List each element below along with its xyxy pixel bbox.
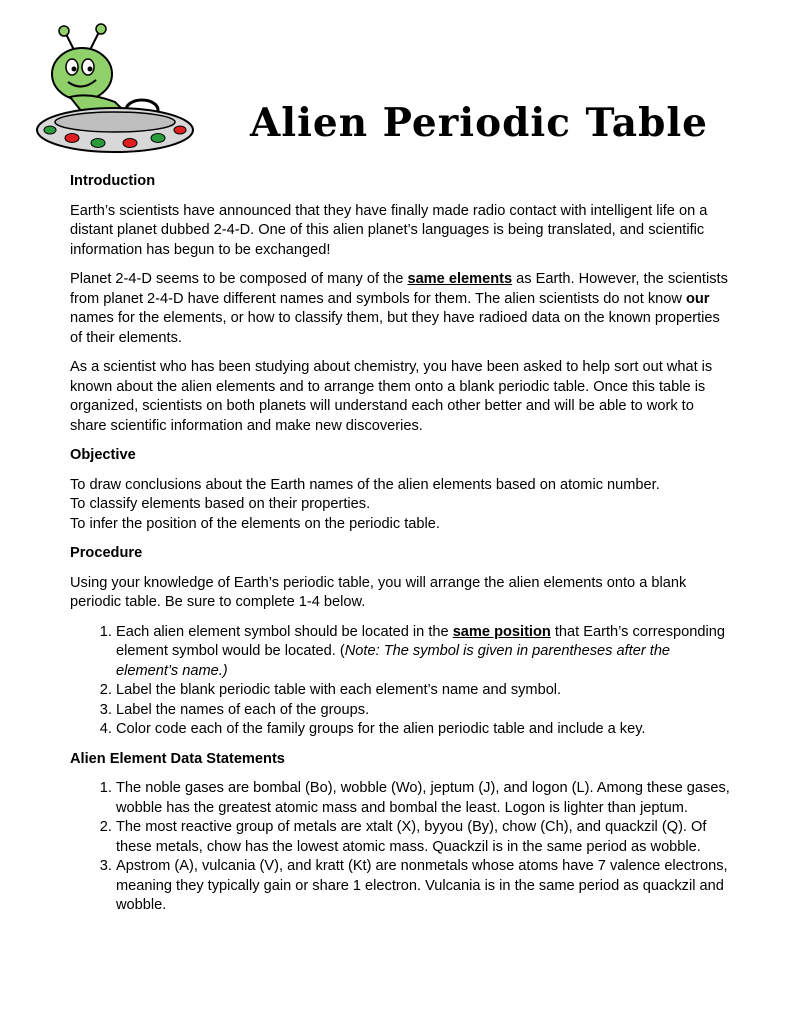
data-statement: 1. The noble gases are bombal (Bo), wobble (Wo), jeptum (J), and logon (L). Among these gases, wobble has the greatest atomic mass and bombal the least. Logon is lighter than jeptum. (116, 779, 730, 818)
intro-paragraph-3: As a scientist who has been studying about chemistry, you have been asked to help sort out what is known about the alien elements and to arrange them onto a blank periodic table. Once this table is organized, scientists on both planets will understand each other better and will be able to work to share scientific information and make new discoveries. (70, 359, 713, 434)
objective-line: To draw conclusions about the Earth names of the alien elements based on atomic number. (70, 476, 660, 493)
procedure-step: 2. Label the blank periodic table with each element’s name and symbol. (116, 681, 730, 701)
intro-paragraph-2 (70, 270, 730, 348)
data-statements-heading: Alien Element Data Statements (70, 750, 285, 767)
procedure-steps (70, 623, 730, 740)
intro-paragraph-1: Earth’s scientists have announced that they have finally made radio contact with intelligent life on a distant planet dubbed 2-4-D. One of this alien planet’s languages is being translated, and scientific information has begun to be exchanged! (70, 202, 708, 258)
objective-lines (70, 476, 730, 535)
intro-p2-emphasis: same elements (407, 271, 513, 287)
objective-heading: Objective (70, 447, 136, 463)
procedure-step: 3. Label the names of each of the groups. (116, 701, 730, 721)
page-title: Alien Periodic Table (250, 100, 708, 146)
step1-part-a: Each alien element symbol should be located in the (116, 623, 453, 640)
procedure-step: 4. Color code each of the family groups for the alien periodic table and include a key. (116, 720, 730, 740)
step1-emphasis: same position (452, 623, 551, 640)
document-body (70, 172, 730, 926)
data-statements-list (70, 779, 730, 916)
intro-p2-part-a: Planet 2-4-D seems to be composed of many of the (70, 271, 408, 287)
procedure-heading: Procedure (70, 545, 143, 561)
alien-ufo-icon (30, 22, 195, 162)
procedure-step (116, 623, 730, 682)
intro-p2-bold: our (685, 290, 710, 307)
step1-part-b: that Earth’s corresponding element symbol would be located. ( (116, 623, 725, 659)
introduction-heading: Introduction (70, 173, 156, 189)
data-statement: 3. Apstrom (A), vulcania (V), and kratt (Kt) are nonmetals whose atoms have 7 valence electrons, meaning they typically gain or share 1 electron. Vulcania is in the same period as quackzil and wobble. (116, 857, 730, 916)
procedure-intro: Using your knowledge of Earth’s periodic table, you will arrange the alien elements onto a blank periodic table. Be sure to complete 1-4 below. (70, 574, 687, 610)
step1-note: Note: The symbol is given in parentheses after the element’s name.) (116, 643, 671, 679)
objective-line: To classify elements based on their properties. (70, 496, 371, 512)
intro-p2-part-b: as Earth. However, the scientists from planet 2-4-D have different names and symbols for them. The alien scientists do not know (70, 271, 728, 307)
intro-p2-part-c: names for the elements, or how to classify them, but they have radioed data on the known properties of their elements. (70, 310, 720, 346)
data-statement: 2. The most reactive group of metals are xtalt (X), byyou (By), chow (Ch), and quackzil (Q). Of these metals, chow has the lowest atomic mass. Quackzil is in the same period as wobble. (116, 818, 730, 857)
objective-line: To infer the position of the elements on the periodic table. (70, 515, 440, 532)
